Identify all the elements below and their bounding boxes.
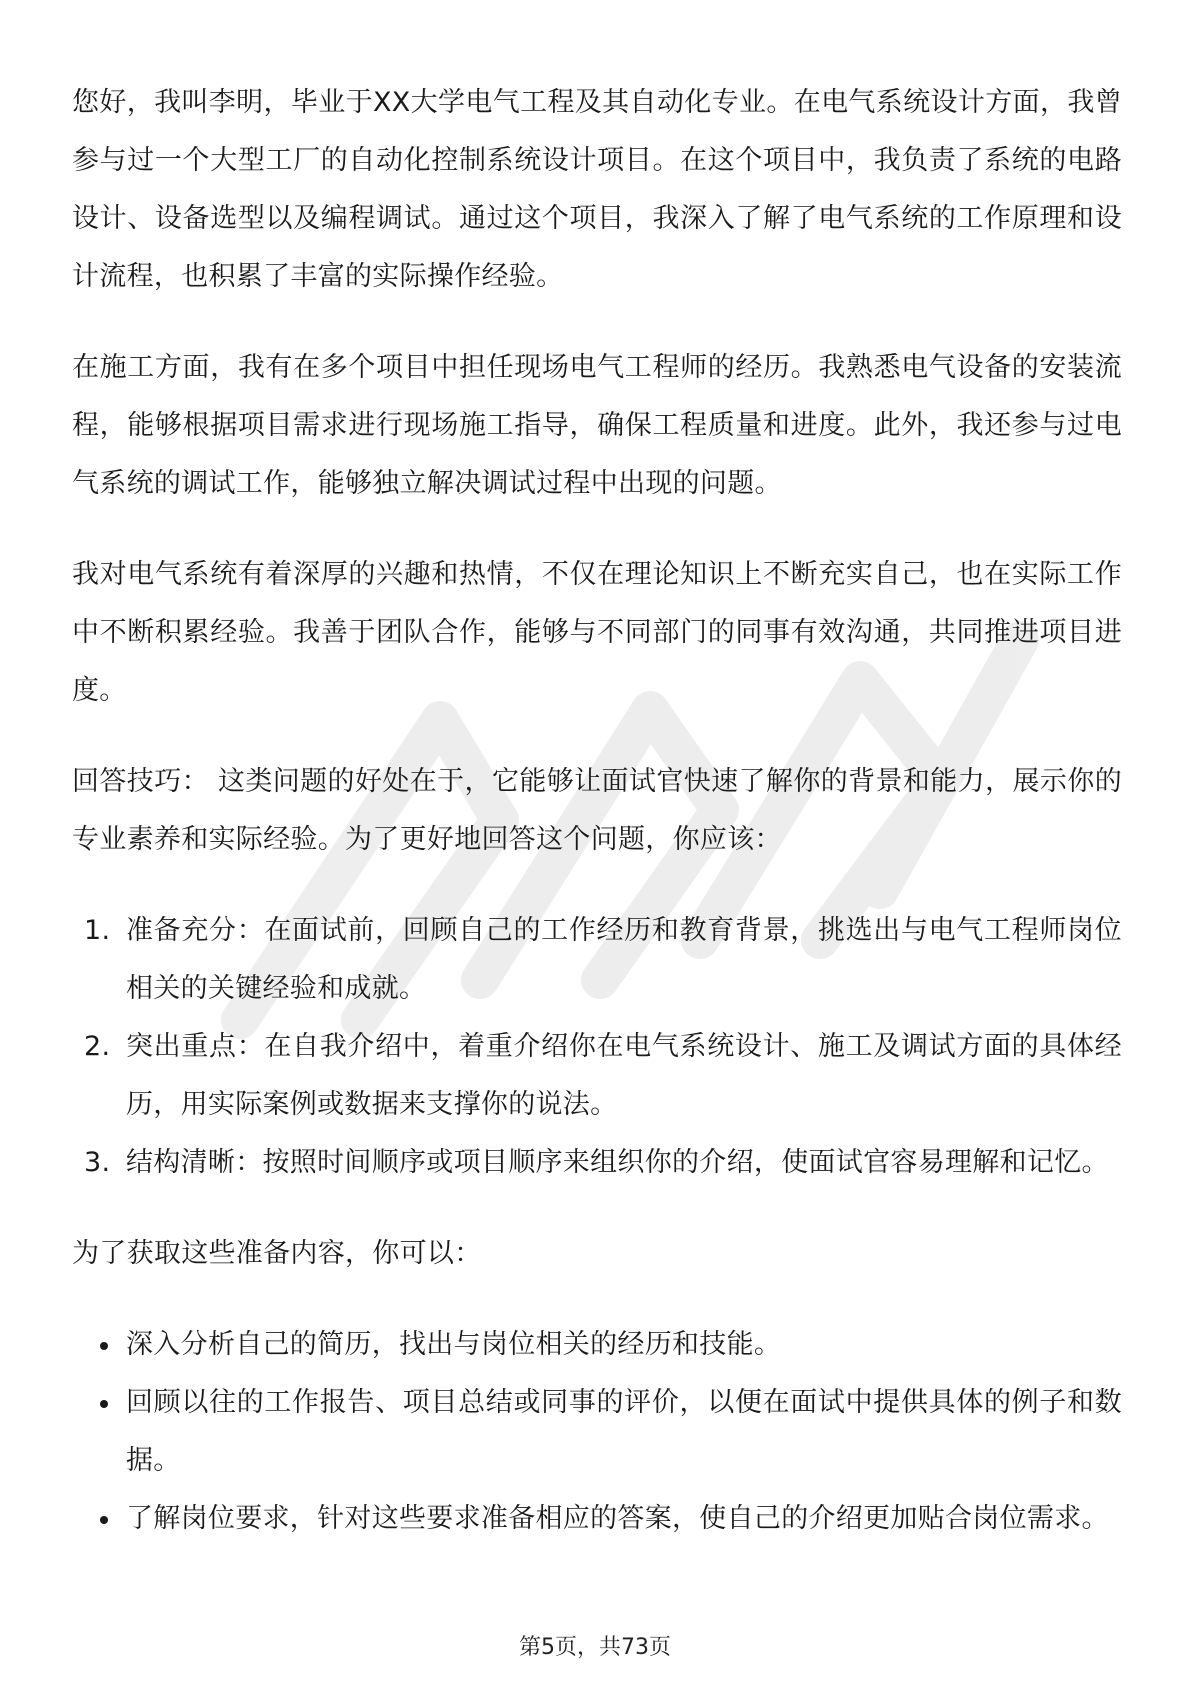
list-item <box>72 902 1122 1018</box>
preparation-intro-paragraph: 为了获取这些准备内容，你可以： <box>72 1238 482 1269</box>
list-item-text: 回顾以往的工作报告、项目总结或同事的评价，以便在面试中提供具体的例子和数据。 <box>126 1387 1122 1476</box>
bullet-icon <box>100 1400 108 1408</box>
list-item-text: 准备充分：在面试前，回顾自己的工作经历和教育背景，挑选出与电气工程师岗位相关的关键经验和成就。 <box>126 915 1122 1004</box>
list-item <box>72 1316 1122 1374</box>
construction-paragraph: 在施工方面，我有在多个项目中担任现场电气工程师的经历。我熟悉电气设备的安装流程，能够根据项目需求进行现场施工指导，确保工程质量和进度。此外，我还参与过电气系统的调试工作，能够独立解决调试过程中出现的问题。 <box>72 352 1122 499</box>
intro-paragraph: 您好，我叫李明，毕业于XX大学电气工程及其自动化专业。在电气系统设计方面，我曾参与过一个大型工厂的自动化控制系统设计项目。在这个项目中，我负责了系统的电路设计、设备选型以及编程调试。通过这个项目，我深入了解了电气系统的工作原理和设计流程，也积累了丰富的实际操作经验。 <box>72 87 1122 292</box>
list-item <box>72 1134 1122 1192</box>
bullet-icon <box>100 1516 108 1524</box>
list-item <box>72 1374 1122 1490</box>
interest-paragraph: 我对电气系统有着深厚的兴趣和热情，不仅在理论知识上不断充实自己，也在实际工作中不断积累经验。我善于团队合作，能够与不同部门的同事有效沟通，共同推进项目进度。 <box>72 559 1122 706</box>
bullet-icon <box>100 1342 108 1350</box>
list-item-text: 了解岗位要求，针对这些要求准备相应的答案，使自己的介绍更加贴合岗位需求。 <box>126 1503 1109 1534</box>
page-number: 第5页，共73页 <box>519 1635 671 1660</box>
list-item-text: 突出重点：在自我介绍中，着重介绍你在电气系统设计、施工及调试方面的具体经历，用实际案例或数据来支撑你的说法。 <box>126 1031 1122 1120</box>
list-item-text: 结构清晰：按照时间顺序或项目顺序来组织你的介绍，使面试官容易理解和记忆。 <box>126 1147 1109 1178</box>
list-item <box>72 1018 1122 1134</box>
preparation-bullet-list <box>72 1316 1122 1548</box>
list-item-text: 深入分析自己的简历，找出与岗位相关的经历和技能。 <box>126 1329 782 1360</box>
answer-tips-paragraph: 回答技巧： 这类问题的好处在于，它能够让面试官快速了解你的背景和能力，展示你的专业素养和实际经验。为了更好地回答这个问题，你应该： <box>72 766 1122 855</box>
list-number: 1. <box>84 915 111 946</box>
tips-numbered-list <box>72 902 1122 1192</box>
list-number: 3. <box>84 1147 111 1178</box>
list-item <box>72 1490 1122 1548</box>
main-content <box>72 74 1122 1581</box>
list-number: 2. <box>84 1031 111 1062</box>
